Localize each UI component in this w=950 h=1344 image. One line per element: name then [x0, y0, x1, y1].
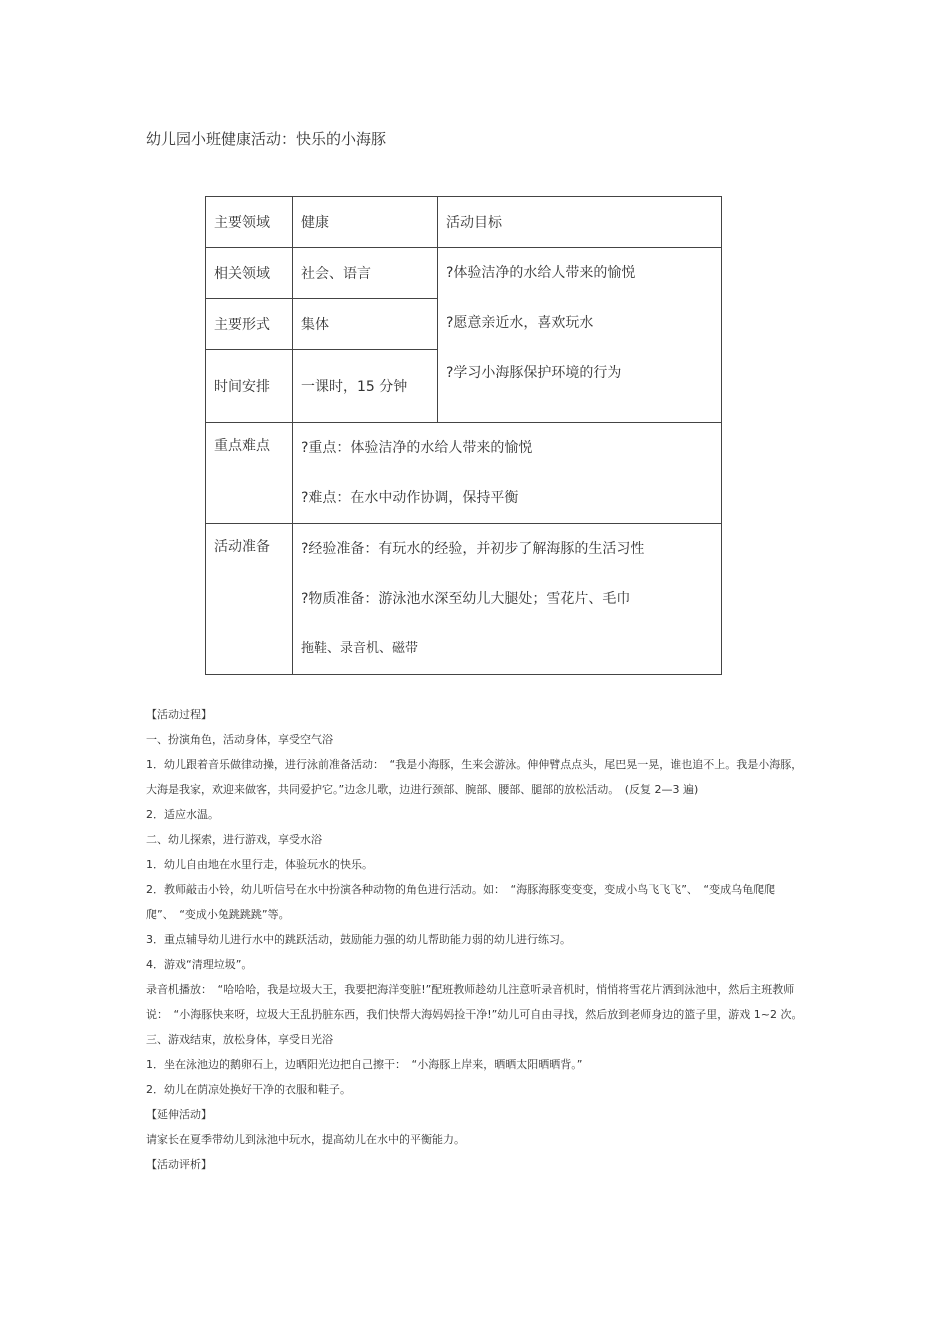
paragraph: 2．适应水温。	[146, 808, 219, 821]
table-row	[206, 248, 722, 299]
section-heading: 【活动过程】	[146, 708, 212, 721]
prep-label: 活动准备	[206, 524, 293, 675]
prep-item: 拖鞋、录音机、磁带	[301, 641, 419, 656]
key-point-item: ?重点：体验洁净的水给人带来的愉悦	[301, 440, 533, 456]
form-label: 主要形式	[206, 299, 293, 350]
table-row	[206, 524, 722, 675]
domain-value: 健康	[293, 197, 438, 248]
paragraph: 2．幼儿在荫凉处换好干净的衣服和鞋子。	[146, 1083, 351, 1096]
prep-cell	[293, 524, 722, 675]
key-points-cell	[293, 423, 722, 524]
paragraph: 4．游戏“清理垃圾”。	[146, 958, 253, 971]
related-label: 相关领域	[206, 248, 293, 299]
goal-item: ?学习小海豚保护环境的行为	[446, 365, 622, 381]
goal-item: ?愿意亲近水，喜欢玩水	[446, 315, 594, 331]
form-value: 集体	[293, 299, 438, 350]
paragraph: 2．教师敲击小铃，幼儿听信号在水中扮演各种动物的角色进行活动。如： “海豚海豚变变变，变成小鸟飞飞飞”、 “变成乌龟爬爬爬”、 “变成小兔跳跳跳”等。	[146, 883, 776, 921]
time-value: 一课时，15 分钟	[293, 350, 438, 423]
goal-item: ?体验洁净的水给人带来的愉悦	[446, 265, 636, 281]
paragraph: 1．坐在泳池边的鹅卵石上，边晒阳光边把自己擦干： “小海豚上岸来，晒晒太阳晒晒背。”	[146, 1058, 583, 1071]
paragraph: 1．幼儿跟着音乐做律动操，进行泳前准备活动： “我是小海豚，生来会游泳。伸伸臂点点头，尾巴晃一晃，谁也追不上。我是小海豚，大海是我家，欢迎来做客，共同爱护它。”边念儿歌，边进行颈部、腕部、腰部、腿部的放松活动。 (反复 2—3 遍)	[146, 758, 803, 796]
page-title: 幼儿园小班健康活动：快乐的小海豚	[146, 130, 387, 148]
goals-cell	[438, 248, 722, 423]
paragraph: 一、扮演角色，活动身体，享受空气浴	[146, 733, 333, 746]
key-label: 重点难点	[206, 423, 293, 524]
time-label: 时间安排	[206, 350, 293, 423]
paragraph: 1．幼儿自由地在水里行走，体验玩水的快乐。	[146, 858, 373, 871]
section-heading: 【延伸活动】	[146, 1108, 212, 1121]
table-row	[206, 197, 722, 248]
key-point-item: ?难点：在水中动作协调，保持平衡	[301, 490, 519, 506]
table-row	[206, 423, 722, 524]
paragraph: 录音机播放： “哈哈哈，我是垃圾大王，我要把海洋变脏!”配班教师趁幼儿注意听录音机时，悄悄将雪花片洒到泳池中，然后主班教师说： “小海豚快来呀，垃圾大王乱扔脏东西，我们快帮大海妈妈捡干净!”幼儿可自由寻找，然后放到老师身边的篮子里，游戏 1~2 次。	[146, 983, 803, 1021]
paragraph: 二、幼儿探索，进行游戏，享受水浴	[146, 833, 322, 846]
related-value: 社会、语言	[293, 248, 438, 299]
section-heading: 【活动评析】	[146, 1158, 212, 1171]
activity-info-table	[205, 196, 722, 675]
activity-process	[146, 702, 806, 1177]
paragraph: 请家长在夏季带幼儿到泳池中玩水，提高幼儿在水中的平衡能力。	[146, 1133, 465, 1146]
prep-item: ?经验准备：有玩水的经验，并初步了解海豚的生活习性	[301, 541, 645, 557]
prep-item: ?物质准备：游泳池水深至幼儿大腿处；雪花片、毛巾	[301, 591, 631, 607]
paragraph: 3．重点辅导幼儿进行水中的跳跃活动，鼓励能力强的幼儿帮助能力弱的幼儿进行练习。	[146, 933, 571, 946]
paragraph: 三、游戏结束，放松身体，享受日光浴	[146, 1033, 333, 1046]
domain-label: 主要领域	[206, 197, 293, 248]
goal-label: 活动目标	[438, 197, 722, 248]
